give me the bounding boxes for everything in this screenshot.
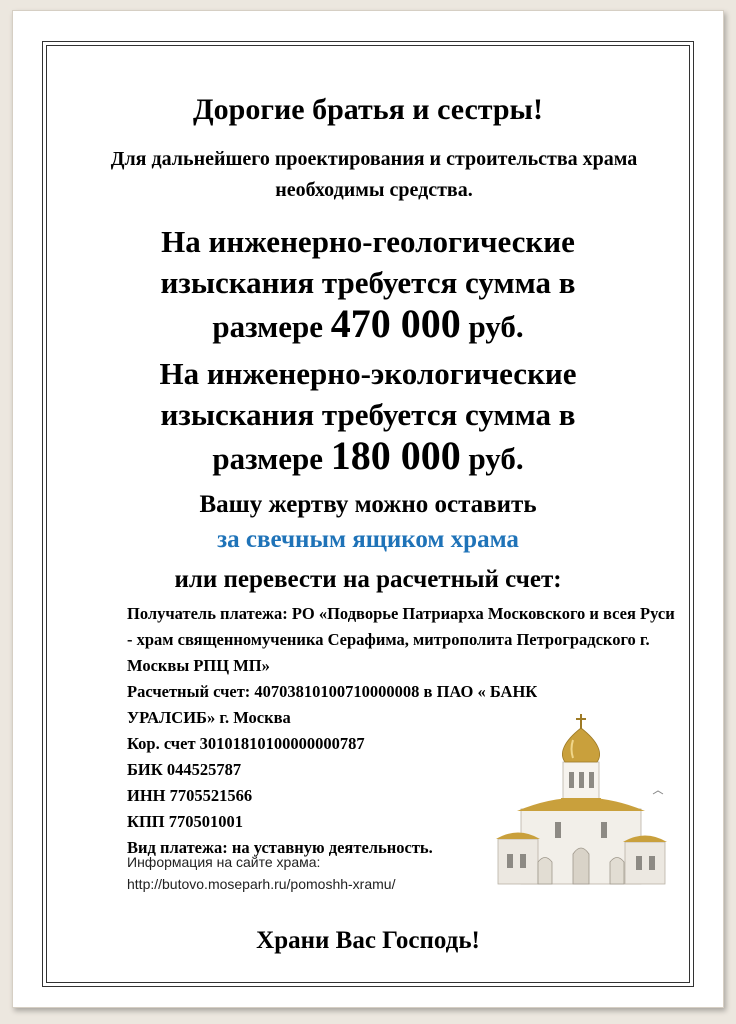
website-info [127, 851, 395, 895]
intro-text: Для дальнейшего проектирования и строительства храма необходимы средства. [110, 148, 638, 201]
amount-geological: 470 000 [330, 301, 461, 346]
donation-line-1: Вашу жертву можно оставить [199, 491, 537, 518]
payment-inn: ИНН 7705521566 [127, 786, 253, 805]
payment-kpp: КПП 770501001 [127, 812, 244, 831]
church-illustration [493, 714, 668, 894]
payment-bik: БИК 044525787 [127, 760, 242, 779]
donation-line-3: или перевести на расчетный счет: [174, 566, 562, 593]
blessing-closing: Храни Вас Господь! [256, 927, 480, 954]
payment-corr-account: Кор. счет 30101810100000000787 [127, 734, 365, 753]
amount-ecological: 180 000 [330, 433, 461, 478]
payment-recipient: Получатель платежа: РО «Подворье Патриарха Московского и всея Руси - храм священномученика Серафима, митрополита Петроградского г. Москвы РПЦ МП» [127, 604, 675, 675]
donation-candle-box: за свечным ящиком храма [217, 526, 519, 553]
requirement-geological: На инженерно-геологические изыскания требуется сумма в размере 470 000 руб. [160, 224, 576, 346]
website-info-label: Информация на сайте храма: [127, 854, 321, 870]
greeting-heading: Дорогие братья и сестры! [193, 93, 543, 126]
payment-type: Вид платежа: на уставную деятельность. [127, 838, 433, 857]
requirement-ecological: На инженерно-экологические изыскания требуется сумма в размере 180 000 руб. [159, 356, 577, 478]
poster-sheet [12, 10, 724, 1008]
payment-account: Расчетный счет: 40703810100710000008 в ПАО « БАНК УРАЛСИБ» г. Москва [127, 682, 538, 727]
website-url[interactable]: http://butovo.moseparh.ru/pomoshh-xramu/ [127, 876, 396, 892]
